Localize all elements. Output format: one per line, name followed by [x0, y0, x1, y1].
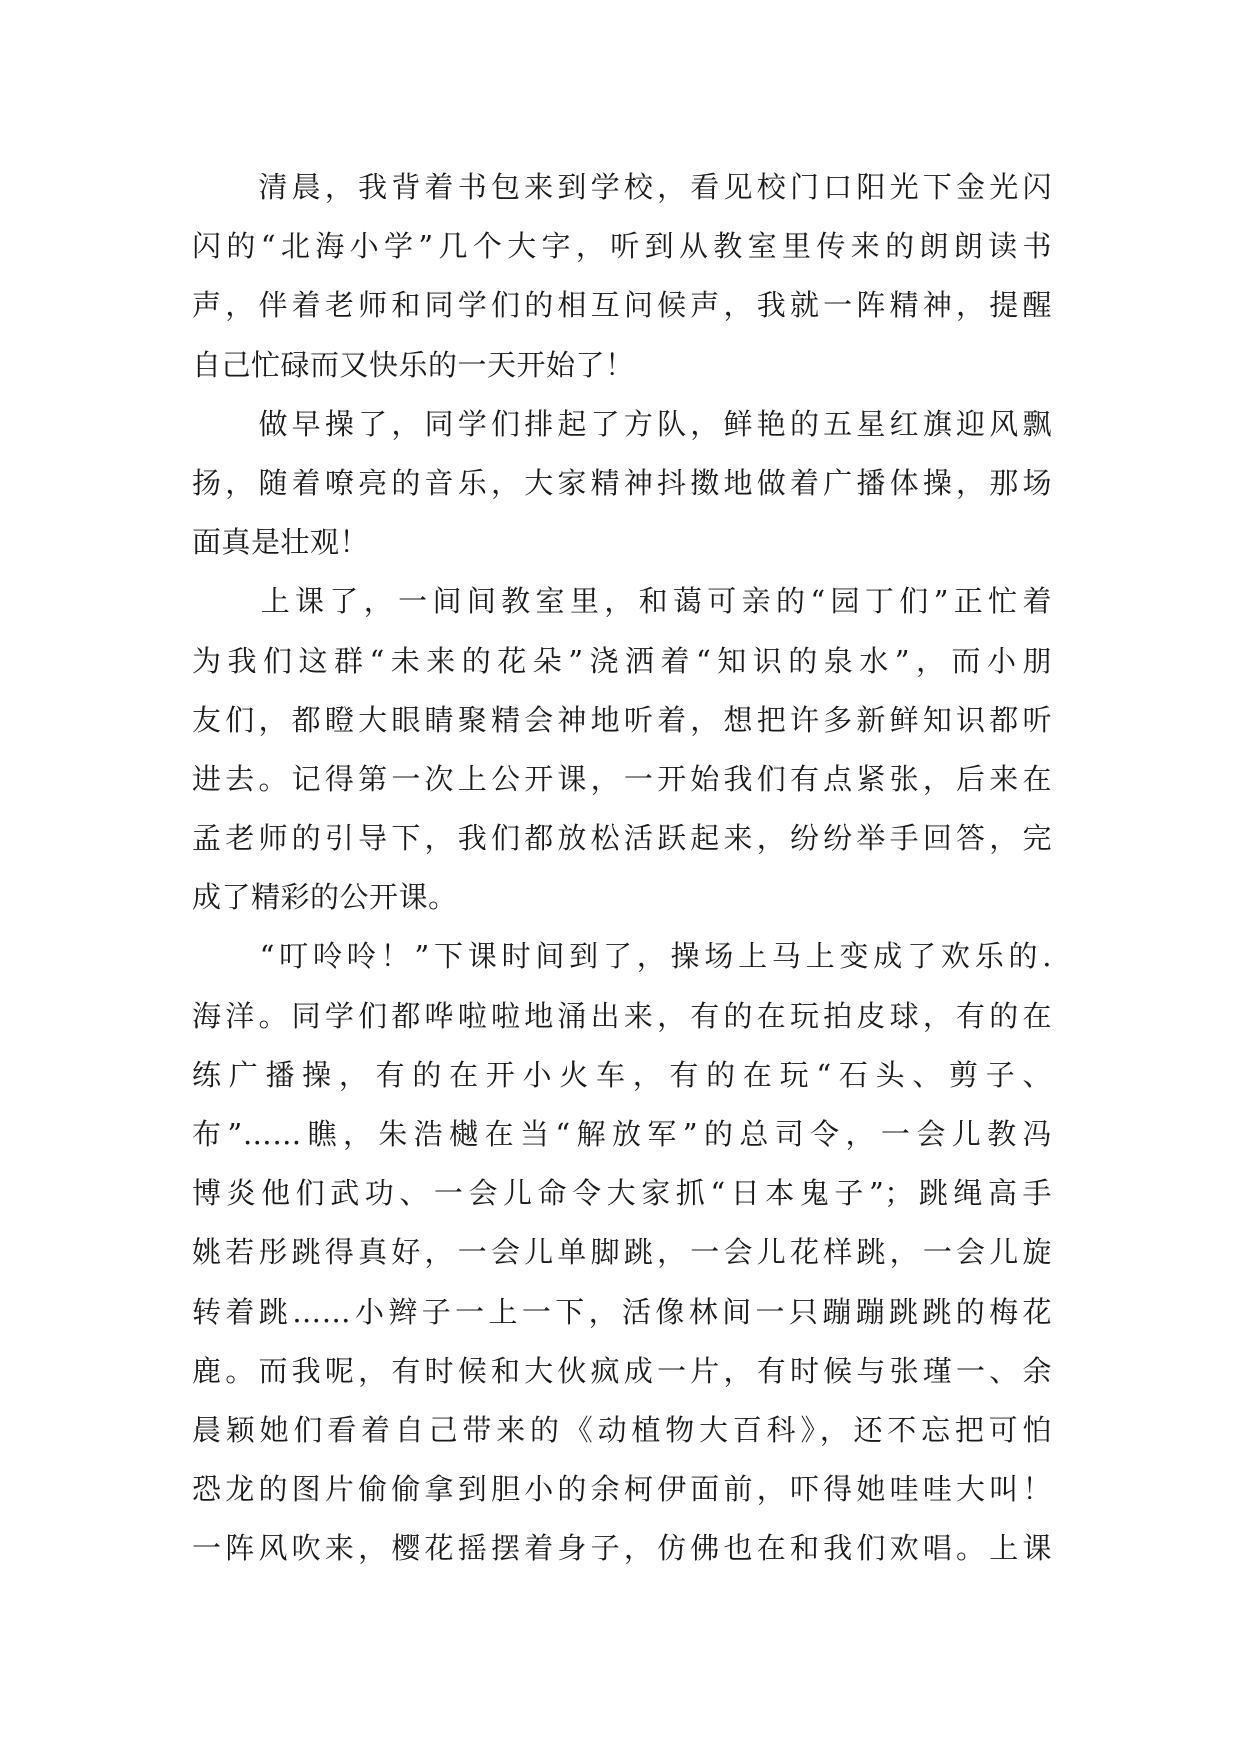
text-line: 恐龙的图片偷偷拿到胆小的余柯伊面前，吓得她哇哇大叫！: [192, 1472, 1052, 1507]
text-line: 成了精彩的公开课。: [192, 880, 458, 915]
text-line: 姚若彤跳得真好，一会儿单脚跳，一会儿花样跳，一会儿旋: [192, 1235, 1052, 1270]
text-line: 友们，都瞪大眼睛聚精会神地听着，想把许多新鲜知识都听: [192, 702, 1052, 737]
text-line: 练广播操，有的在开小火车，有的在玩“石头、剪子、: [192, 1057, 1052, 1092]
text-line: 博炎他们武功、一会儿命令大家抓“日本鬼子”；跳绳高手: [192, 1176, 1052, 1211]
text-line: 海洋。同学们都哗啦啦地涌出来，有的在玩拍皮球，有的在: [192, 998, 1052, 1033]
text-line: 闪的“北海小学”几个大字，听到从教室里传来的朗朗读书: [192, 229, 1052, 264]
text-line: 声，伴着老师和同学们的相互问候声，我就一阵精神，提醒: [192, 288, 1052, 323]
text-line: 扬，随着嘹亮的音乐，大家精神抖擞地做着广播体操，那场: [192, 465, 1052, 500]
text-line: 做早操了，同学们排起了方队，鲜艳的五星红旗迎风飘: [192, 406, 1052, 441]
text-line: 转着跳……小辫子一上一下，活像林间一只蹦蹦跳跳的梅花: [192, 1294, 1052, 1329]
text-line: 孟老师的引导下，我们都放松活跃起来，纷纷举手回答，完: [192, 821, 1052, 856]
text-line: “叮呤呤！”下课时间到了，操场上马上变成了欢乐的.: [192, 939, 1052, 974]
text-line: 布”……瞧，朱浩樾在当“解放军”的总司令，一会儿教冯: [192, 1117, 1052, 1151]
text-line: 一阵风吹来，樱花摇摆着身子，仿佛也在和我们欢唱。上课: [192, 1531, 1052, 1566]
text-line: 晨颖她们看着自己带来的《动植物大百科》，还不忘把可怕: [192, 1412, 1052, 1447]
text-line: 鹿。而我呢，有时候和大伙疯成一片，有时候与张瑾一、余: [192, 1353, 1052, 1388]
text-line: 进去。记得第一次上公开课，一开始我们有点紧张，后来在: [192, 761, 1052, 796]
text-line: 为我们这群“未来的花朵”浇洒着“知识的泉水”，而小朋: [192, 643, 1052, 678]
text-line: 上课了，一间间教室里，和蔼可亲的“园丁们”正忙着: [192, 584, 1052, 619]
document-body: [192, 158, 1052, 1579]
text-line: 面真是壮观！: [192, 525, 370, 560]
text-line: 自己忙碌而又快乐的一天开始了！: [192, 347, 635, 382]
text-line: 清晨，我背着书包来到学校，看见校门口阳光下金光闪: [192, 170, 1052, 204]
